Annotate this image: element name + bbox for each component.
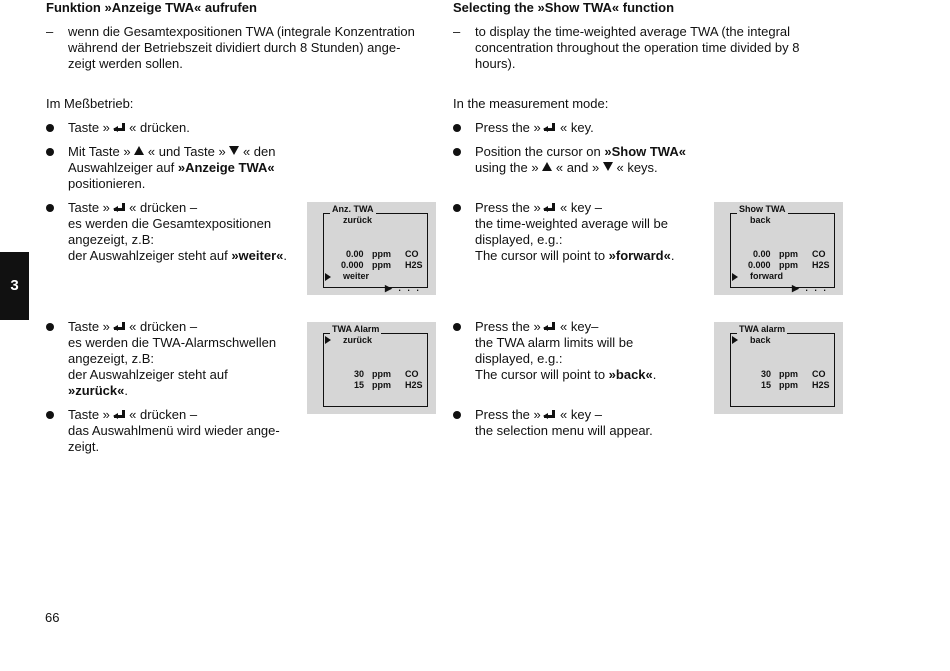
lcd-title: TWA Alarm <box>332 324 380 334</box>
lcd-gas: CO <box>812 369 826 379</box>
right-step-4-line-3: displayed, e.g.: <box>475 351 563 366</box>
bullet <box>453 411 461 419</box>
left-step-4-line-3: angezeigt, z.B: <box>68 351 154 366</box>
lcd-unit: ppm <box>372 369 391 379</box>
left-step-5-line-1: Taste » « drücken – <box>68 407 198 422</box>
lcd-scroll-indicator: ▶ . . . <box>385 283 421 293</box>
lcd-title: Anz. TWA <box>332 204 374 214</box>
bullet <box>453 323 461 331</box>
lcd-unit: ppm <box>779 249 798 259</box>
up-arrow-icon <box>134 146 144 155</box>
lcd-line: back <box>750 335 771 345</box>
enter-key-icon <box>544 123 556 133</box>
cursor-icon <box>325 336 331 344</box>
lcd-gas: H2S <box>405 380 423 390</box>
lcd-unit: ppm <box>779 380 798 390</box>
right-step-3-line-2: the time-weighted average will be <box>475 216 668 231</box>
lcd-title: Show TWA <box>739 204 786 214</box>
lcd-line: zurück <box>343 215 373 225</box>
bullet <box>453 124 461 132</box>
lcd-unit: ppm <box>372 260 391 270</box>
cursor-icon <box>732 336 738 344</box>
enter-key-icon <box>114 203 126 213</box>
lcd-line: zurück <box>343 335 373 345</box>
lcd-unit: ppm <box>779 260 798 270</box>
right-step-3-line-1: Press the » « key – <box>475 200 602 215</box>
left-step-3-line-4: der Auswahlzeiger steht auf »weiter«. <box>68 248 287 263</box>
lcd-unit: ppm <box>372 249 391 259</box>
bullet <box>46 204 54 212</box>
right-heading: Selecting the »Show TWA« function <box>453 0 675 15</box>
bullet <box>46 411 54 419</box>
lcd-scroll-indicator: ▶ . . . <box>792 283 828 293</box>
left-heading: Funktion »Anzeige TWA« aufrufen <box>46 0 257 15</box>
left-intro-line-2: während der Betriebszeit dividiert durch 8 Stunden) ange- <box>68 40 401 55</box>
chapter-tab: 3 <box>0 252 29 320</box>
right-intro-line-1: to display the time-weighted average TWA (the integral <box>475 24 791 39</box>
down-arrow-icon <box>229 146 239 155</box>
down-arrow-icon <box>603 162 613 171</box>
right-intro-dash: – <box>453 24 461 39</box>
right-step-4-line-4: The cursor will point to »back«. <box>475 367 657 382</box>
left-step-2-line-2: Auswahlzeiger auf »Anzeige TWA« <box>68 160 275 175</box>
enter-key-icon <box>544 322 556 332</box>
right-intro-line-3: hours). <box>475 56 516 71</box>
lcd-value: 15 <box>354 380 365 390</box>
lcd-unit: ppm <box>779 369 798 379</box>
right-mode: In the measurement mode: <box>453 96 609 111</box>
right-step-2-line-2: using the » « and » « keys. <box>475 160 658 175</box>
left-step-3-line-2: es werden die Gesamtexpositionen <box>68 216 272 231</box>
lcd-value: 30 <box>761 369 772 379</box>
bullet <box>46 323 54 331</box>
enter-key-icon <box>114 123 126 133</box>
lcd-gas: CO <box>405 369 419 379</box>
lcd-value: 15 <box>761 380 772 390</box>
lcd-title: TWA alarm <box>739 324 786 334</box>
lcd-display-twa-alarm-en <box>714 322 843 414</box>
lcd-gas: H2S <box>405 260 423 270</box>
lcd-value: 0.000 <box>341 260 364 270</box>
right-step-4-line-2: the TWA alarm limits will be <box>475 335 634 350</box>
lcd-gas: H2S <box>812 380 830 390</box>
lcd-display-anzeige-twa <box>307 202 436 295</box>
lcd-line: back <box>750 215 771 225</box>
lcd-value: 0.00 <box>346 249 364 259</box>
lcd-gas: CO <box>405 249 419 259</box>
right-step-5-line-2: the selection menu will appear. <box>475 423 653 438</box>
bullet <box>453 148 461 156</box>
right-step-2-line-1: Position the cursor on »Show TWA« <box>475 144 686 159</box>
lcd-line: weiter <box>343 271 370 281</box>
left-mode: Im Meßbetrieb: <box>46 96 134 111</box>
up-arrow-icon <box>542 162 552 171</box>
left-intro-line-1: wenn die Gesamtexpositionen TWA (integrale Konzentration <box>68 24 415 39</box>
left-step-3-line-3: angezeigt, z.B: <box>68 232 154 247</box>
left-step-4-line-4: der Auswahlzeiger steht auf <box>68 367 228 382</box>
cursor-icon <box>325 273 331 281</box>
lcd-line: forward <box>750 271 784 281</box>
lcd-unit: ppm <box>372 380 391 390</box>
left-step-2-line-1: Mit Taste » « und Taste » « den <box>68 144 276 159</box>
left-intro-dash: – <box>46 24 54 39</box>
right-step-5-line-1: Press the » « key – <box>475 407 602 422</box>
enter-key-icon <box>544 410 556 420</box>
left-step-4-line-2: es werden die TWA-Alarmschwellen <box>68 335 277 350</box>
left-step-1: Taste » « drücken. <box>68 120 190 135</box>
right-step-3-line-4: The cursor will point to »forward«. <box>475 248 675 263</box>
lcd-value: 0.000 <box>748 260 771 270</box>
left-step-3-line-1: Taste » « drücken – <box>68 200 198 215</box>
right-step-4-line-1: Press the » « key– <box>475 319 599 334</box>
lcd-value: 30 <box>354 369 365 379</box>
page-number: 66 <box>45 610 60 625</box>
enter-key-icon <box>114 410 126 420</box>
cursor-icon <box>732 273 738 281</box>
left-step-2-line-3: positionieren. <box>68 176 146 191</box>
enter-key-icon <box>114 322 126 332</box>
lcd-gas: CO <box>812 249 826 259</box>
lcd-display-show-twa <box>714 202 843 295</box>
lcd-display-twa-alarm <box>307 322 436 414</box>
bullet <box>46 124 54 132</box>
lcd-value: 0.00 <box>753 249 771 259</box>
left-intro-line-3: zeigt werden sollen. <box>68 56 183 71</box>
right-step-3-line-3: displayed, e.g.: <box>475 232 563 247</box>
left-step-4-line-1: Taste » « drücken – <box>68 319 198 334</box>
lcd-gas: H2S <box>812 260 830 270</box>
right-step-1: Press the » « key. <box>475 120 594 135</box>
right-intro-line-2: concentration throughout the operation time divided by 8 <box>475 40 800 55</box>
enter-key-icon <box>544 203 556 213</box>
bullet <box>453 204 461 212</box>
left-step-5-line-2: das Auswahlmenü wird wieder ange- <box>68 423 280 438</box>
left-step-5-line-3: zeigt. <box>68 439 100 454</box>
left-step-4-line-5: »zurück«. <box>68 383 128 398</box>
bullet <box>46 148 54 156</box>
